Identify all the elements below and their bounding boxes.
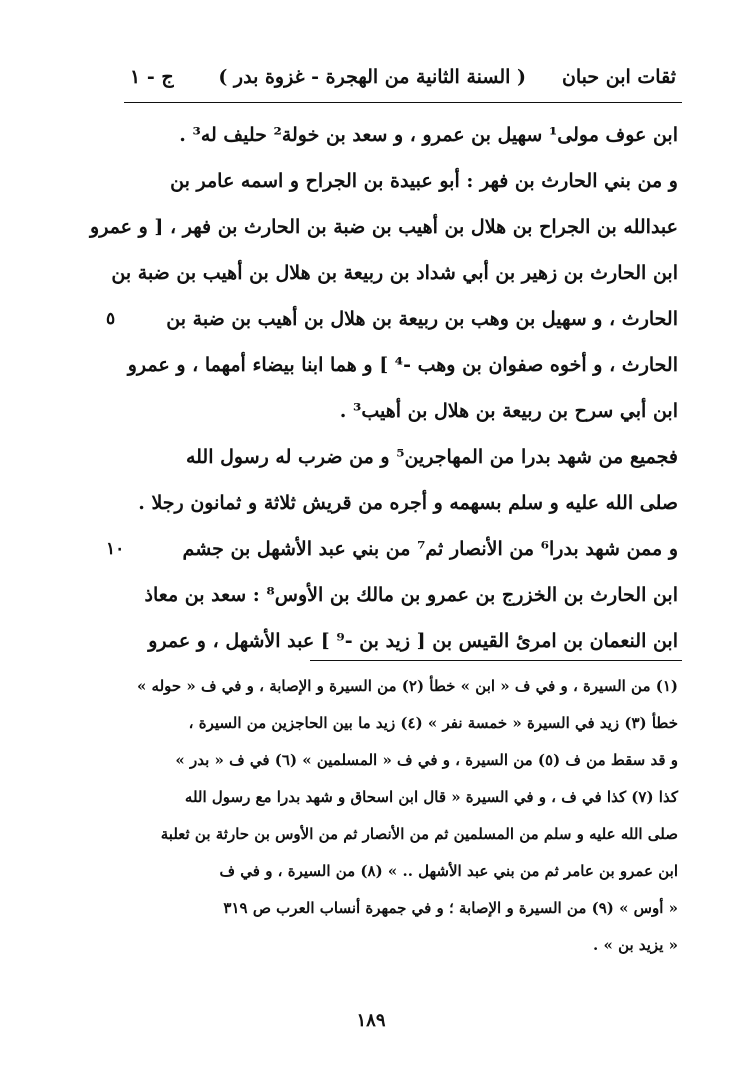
footnote-line: « يزيد بن » .	[593, 936, 678, 954]
main-text	[90, 112, 678, 664]
text-line: الحارث ، و أخوه صفوان بن وهب -⁴ ] و هما ابنا بيضاء أمهما ، و عمرو	[127, 354, 678, 376]
running-header	[130, 60, 676, 98]
text-line: ابن أبي سرح بن ربيعة بن هلال بن أهيب³ .	[339, 400, 678, 422]
footnote-line: (١) من السيرة ، و في ف « ابن » خطأ (٢) من السيرة و الإصابة ، و في ف « حوله »	[136, 677, 678, 695]
text-line: فجميع من شهد بدرا من المهاجرين⁵ و من ضرب له رسول الله	[185, 446, 678, 468]
text-line: ابن الحارث بن الخزرج بن عمرو بن مالك بن الأوس⁸ : سعد بن معاذ	[144, 584, 678, 606]
text-line: صلى الله عليه و سلم بسهمه و أجره من قريش ثلاثة و ثمانون رجلا .	[138, 492, 678, 514]
header-volume: ج - ١	[130, 66, 174, 88]
header-rule	[124, 102, 682, 103]
text-line: ابن النعمان بن امرئ القيس بن [ زيد بن -⁹ ] عبد الأشهل ، و عمرو	[148, 630, 678, 652]
line-number: ٥	[106, 309, 116, 329]
header-book-title: ثقات ابن حبان	[561, 66, 676, 88]
footnote-line: ابن عمرو بن عامر ثم من بني عبد الأشهل .. » (٨) من السيرة ، و في ف	[219, 862, 678, 880]
text-line: و من بني الحارث بن فهر : أبو عبيدة بن الجراح و اسمه عامر بن	[170, 170, 678, 192]
footnote-line: صلى الله عليه و سلم من المسلمين ثم من الأنصار ثم من الأوس بن حارثة بن ثعلبة	[160, 825, 678, 843]
text-line: الحارث ، و سهيل بن وهب بن ربيعة بن هلال بن أهيب بن ضبة بن ٥	[108, 296, 678, 342]
line-number: ١٠	[106, 539, 125, 559]
footnotes	[120, 668, 678, 964]
footnote-line: و قد سقط من ف (٥) من السيرة ، و في ف « المسلمين » (٦) في ف « بدر »	[175, 751, 678, 769]
footnote-line: خطأ (٣) زيد في السيرة « خمسة نفر » (٤) زيد ما بين الحاجزين من السيرة ،	[188, 714, 678, 732]
text-line: و ممن شهد بدرا⁶ من الأنصار ثم⁷ من بني عبد الأشهل بن جشم ١٠	[108, 526, 678, 572]
text-line: ابن الحارث بن زهير بن أبي شداد بن ربيعة بن هلال بن أهيب بن ضبة بن	[111, 262, 678, 284]
footnote-line: « أوس » (٩) من السيرة و الإصابة ؛ و في جمهرة أنساب العرب ص ٣١٩	[223, 899, 678, 917]
page-number: ١٨٩	[356, 1010, 386, 1031]
footnote-rule	[310, 660, 682, 661]
text-line: عبدالله بن الجراح بن هلال بن أهيب بن ضبة بن الحارث بن فهر ، [ و عمرو	[90, 216, 678, 238]
footnote-line: كذا (٧) كذا في ف ، و في السيرة « قال ابن اسحاق و شهد بدرا مع رسول الله	[184, 788, 678, 806]
text-line: ابن عوف مولى¹ سهيل بن عمرو ، و سعد بن خولة² حليف له³ .	[179, 124, 678, 146]
header-section-title: ( السنة الثانية من الهجرة - غزوة بدر )	[218, 66, 526, 88]
